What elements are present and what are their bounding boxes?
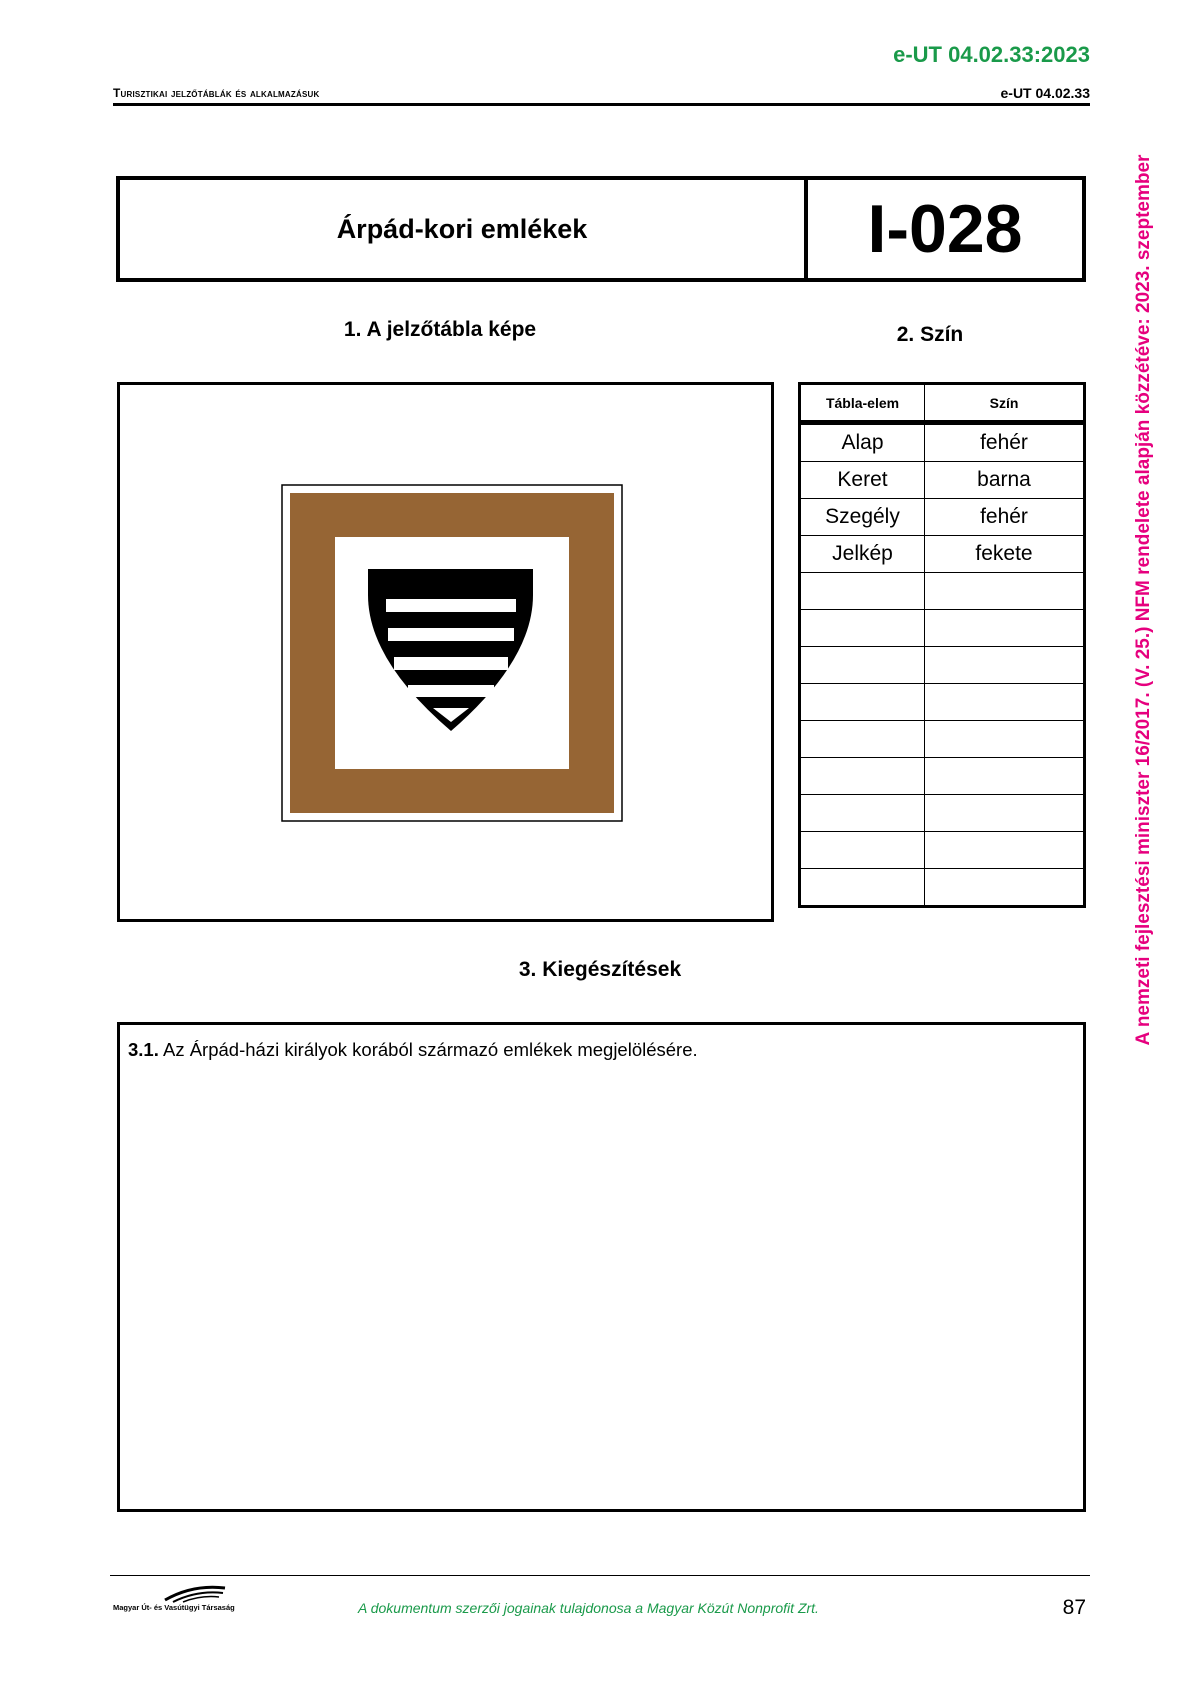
table-row [800,610,1085,647]
footer-logo [113,1580,263,1620]
sign-name: Árpád-kori emlékek [336,213,588,244]
supplement-text: Az Árpád-házi királyok korából származó emlékek megjelölésére. [158,1039,698,1060]
table-cell [800,647,925,684]
header-rule [113,103,1090,106]
sign-title-box [116,176,1086,282]
running-code: e-UT 04.02.33 [1000,85,1090,101]
table-row [800,536,1085,573]
table-cell [925,647,1085,684]
table-cell [925,610,1085,647]
table-cell [925,795,1085,832]
document-code: e-UT 04.02.33:2023 [893,42,1090,67]
logo-text: Magyar Út- és Vasútügyi Társaság [113,1603,235,1612]
publication-note: A nemzeti fejlesztési miniszter 16/2017. (V. 25.) NFM rendelete alapján közzétéve: 2023. szeptember [1133,154,1154,1046]
table-cell [925,573,1085,610]
table-cell [800,684,925,721]
table-cell: fehér [925,499,1085,536]
table-cell [925,832,1085,869]
page-number: 87 [1062,1596,1086,1619]
table-cell: Szegély [800,499,925,536]
section-1-heading: 1. A jelzőtábla képe [343,318,537,341]
table-cell [800,721,925,758]
table-row [800,499,1085,536]
table-row [800,795,1085,832]
table-row [800,462,1085,499]
table-cell [925,758,1085,795]
footer-rule [110,1575,1090,1576]
table-cell [800,610,925,647]
table-row [800,869,1085,907]
table-cell [800,832,925,869]
copyright-notice: A dokumentum szerzői jogainak tulajdonosa a Magyar Közút Nonprofit Zrt. [358,1600,819,1616]
table-cell: Alap [800,423,925,462]
table-cell [800,869,925,907]
table-cell: fekete [925,536,1085,573]
table-row [800,721,1085,758]
table-cell [925,869,1085,907]
table-row [800,573,1085,610]
supplement-item [128,1039,698,1061]
logo-mark-icon [113,1580,263,1604]
column-header-color: Szín [925,384,1085,423]
table-cell [800,795,925,832]
sign-image-box [117,382,774,922]
sign-image [120,385,771,919]
table-cell: fehér [925,423,1085,462]
table-row [800,423,1085,462]
table-row [800,832,1085,869]
section-3-heading: 3. Kiegészítések [518,958,682,981]
table-cell [925,721,1085,758]
table-cell [925,684,1085,721]
table-cell: barna [925,462,1085,499]
running-title: Turisztikai jelzőtáblák és alkalmazásuk [113,86,320,100]
column-header-element: Tábla-elem [800,384,925,423]
table-row [800,647,1085,684]
section-2-heading: 2. Szín [896,323,964,346]
table-row [800,758,1085,795]
table-row [800,684,1085,721]
color-table [798,382,1086,908]
supplement-number: 3.1. [128,1039,159,1060]
sign-code: I-028 [867,191,1023,267]
table-cell: Jelkép [800,536,925,573]
supplements-box [117,1022,1086,1512]
table-header-row [800,384,1085,423]
table-cell [800,758,925,795]
table-cell [800,573,925,610]
table-cell: Keret [800,462,925,499]
